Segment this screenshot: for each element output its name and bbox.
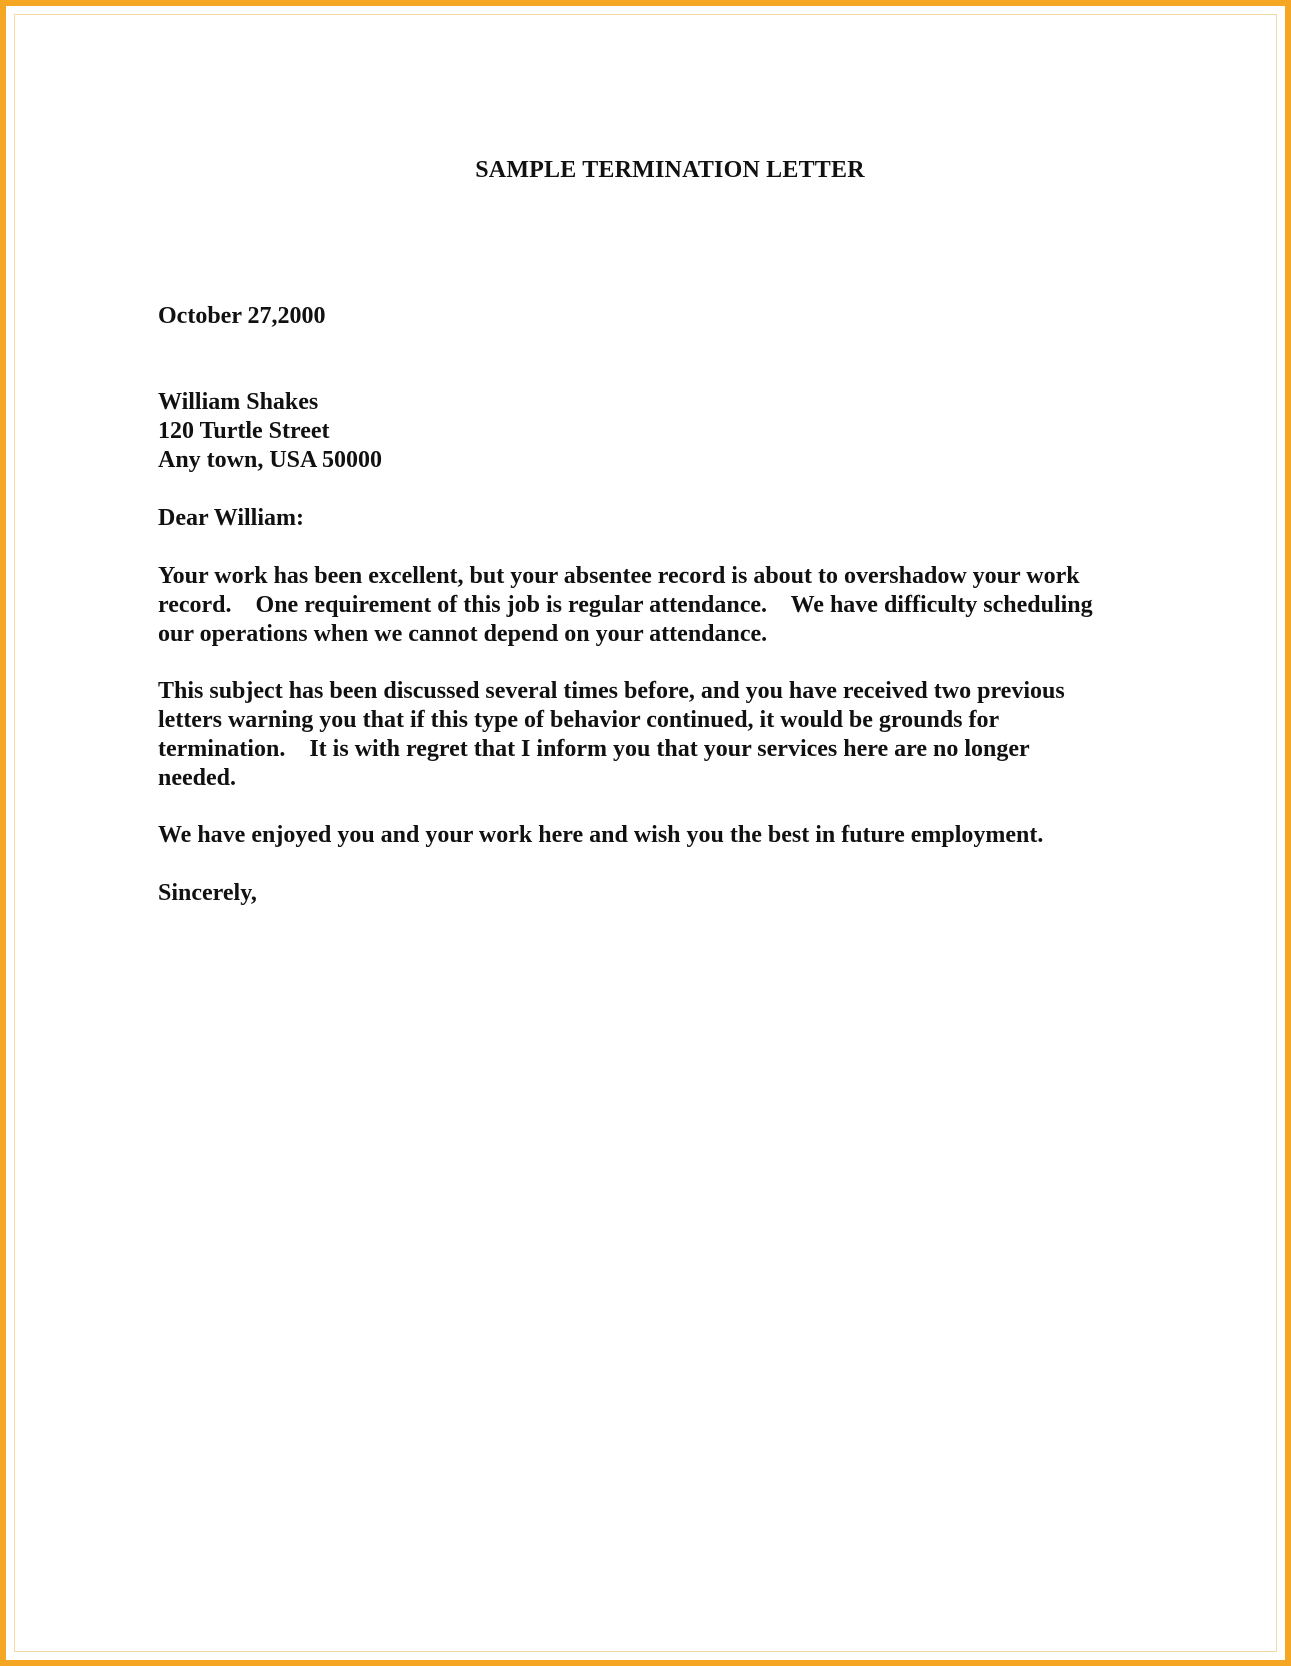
letter-closing: Sincerely, <box>158 880 257 906</box>
paragraph-line: termination. It is with regret that I inform you that your services here are no longer <box>158 736 1030 762</box>
letter-title-text: SAMPLE TERMINATION LETTER <box>475 157 865 183</box>
salutation: Dear William: <box>158 505 304 531</box>
paragraph-line: This subject has been discussed several times before, and you have received two previous <box>158 678 1065 704</box>
paragraph-attendance <box>158 562 1138 649</box>
paragraph-line: We have enjoyed you and your work here and wish you the best in future employment. <box>158 822 1044 848</box>
letter-date: October 27,2000 <box>158 303 326 329</box>
recipient-city: Any town, USA 50000 <box>158 447 383 473</box>
paragraph-termination <box>158 677 1138 793</box>
paragraph-line: letters warning you that if this type of behavior continued, it would be grounds for <box>158 707 1000 733</box>
paragraph-farewell <box>158 821 1138 850</box>
recipient-name: William Shakes <box>158 389 319 415</box>
paragraph-line: our operations when we cannot depend on your attendance. <box>158 621 768 647</box>
paragraph-line: needed. <box>158 765 236 791</box>
recipient-address <box>158 388 382 475</box>
paragraph-line: Your work has been excellent, but your absentee record is about to overshadow your work <box>158 563 1080 589</box>
recipient-street: 120 Turtle Street <box>158 418 330 444</box>
letter-title <box>158 156 1138 185</box>
paragraph-line: record. One requirement of this job is regular attendance. We have difficulty scheduling <box>158 592 1093 618</box>
